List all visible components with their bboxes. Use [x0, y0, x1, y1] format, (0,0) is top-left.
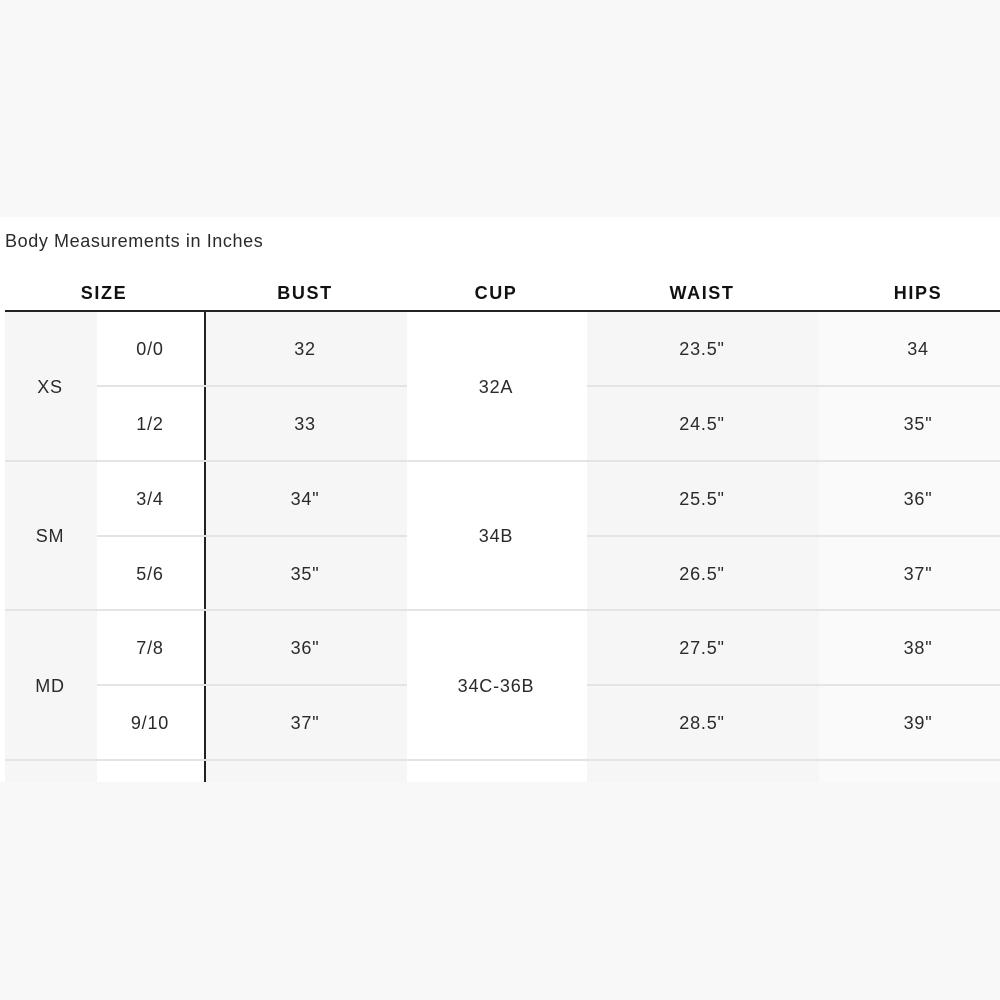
hips-cell: 37": [903, 564, 933, 584]
waist-cell: 27.5": [679, 638, 725, 658]
group-divider: [5, 460, 1000, 462]
bust-cell: 34": [290, 489, 320, 509]
waist-cell: 25.5": [679, 489, 725, 509]
waist-cell: 28.5": [679, 713, 725, 733]
size-cell: 9/10: [130, 713, 170, 733]
header-waist: WAIST: [669, 283, 735, 303]
row-divider: [587, 385, 1000, 387]
header-hips: HIPS: [893, 283, 943, 303]
waist-cell: 26.5": [679, 564, 725, 584]
bust-cell: 35": [290, 564, 320, 584]
cup-cell: 34B: [478, 526, 514, 546]
table-caption: Body Measurements in Inches: [5, 231, 264, 251]
size-group-label: SM: [35, 526, 65, 546]
row-divider: [587, 535, 1000, 537]
hips-cell: 38": [903, 638, 933, 658]
hips-cell: 39": [903, 713, 933, 733]
header-size: SIZE: [80, 283, 128, 303]
waist-cell: 23.5": [679, 339, 725, 359]
size-cell: 5/6: [136, 564, 164, 584]
size-cell: 1/2: [136, 414, 164, 434]
header-cup: CUP: [474, 283, 518, 303]
hips-cell: 34: [907, 339, 929, 359]
header-bust: BUST: [277, 283, 333, 303]
size-cell: 0/0: [136, 339, 164, 359]
bust-cell: 32: [294, 339, 316, 359]
row-divider: [587, 684, 1000, 686]
size-cell: 7/8: [136, 638, 164, 658]
bust-cell: 33: [294, 414, 316, 434]
bust-cell: 37": [290, 713, 320, 733]
size-chart-panel: [0, 217, 1000, 782]
waist-cell: 24.5": [679, 414, 725, 434]
size-cell: 3/4: [136, 489, 164, 509]
size-group-label: XS: [37, 377, 63, 397]
size-group-label: MD: [35, 676, 65, 696]
cup-cell: 32A: [478, 377, 514, 397]
hips-cell: 35": [903, 414, 933, 434]
group-divider: [5, 759, 1000, 761]
cup-cell: 34C-36B: [457, 676, 535, 696]
hips-cell: 36": [903, 489, 933, 509]
group-divider: [5, 609, 1000, 611]
header-divider: [5, 310, 1000, 312]
bust-cell: 36": [290, 638, 320, 658]
